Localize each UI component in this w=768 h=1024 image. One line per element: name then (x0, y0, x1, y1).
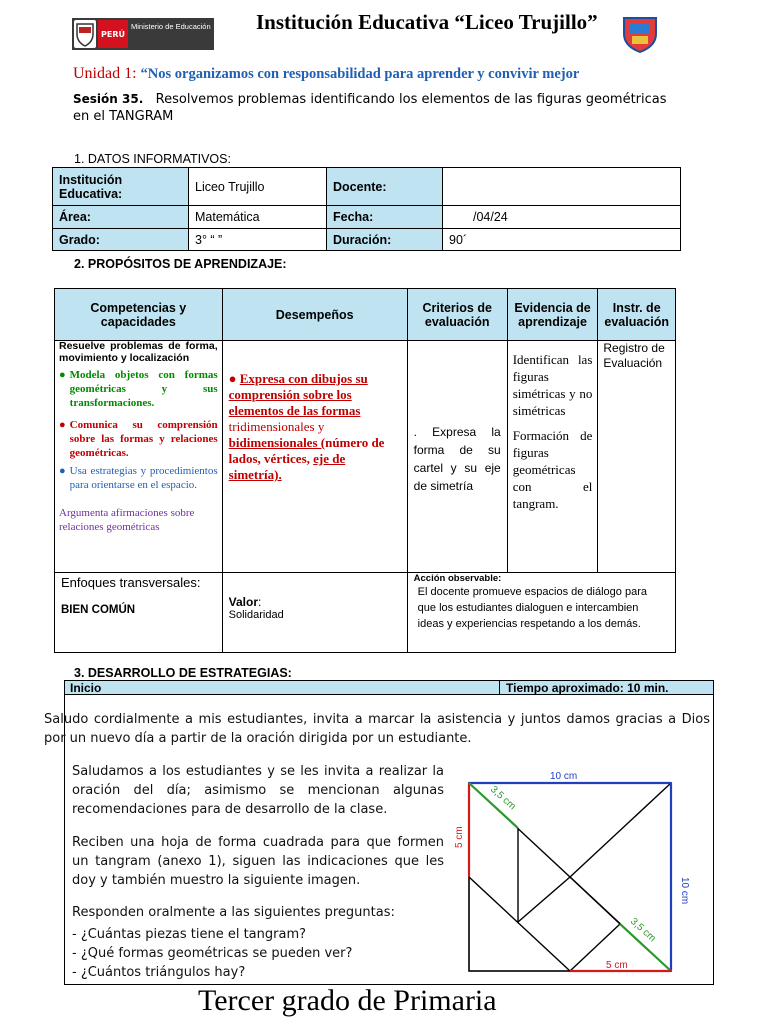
evidencia-2: Formación de figuras geométricas con el tangram. (512, 428, 593, 511)
info-label-grado: Grado: (53, 229, 189, 251)
desempeno-text: ● Expresa con dibujos su comprensión sobre los elementos de las formas tridimensionales y bidimensionales (número de lados, vértices, eje de simetría). (228, 371, 385, 482)
tangram-line-a (570, 783, 671, 877)
info-value-grado: 3° “ ” (189, 229, 327, 251)
instrumento-cell (598, 341, 676, 573)
valor-label: Valor (228, 595, 259, 609)
accion-label: Acción observable: (413, 573, 502, 584)
header-criterios: Criterios de evaluación (407, 289, 507, 341)
valor-text: Solidaridad (228, 609, 284, 621)
criterio-cell (407, 341, 507, 573)
info-label-institucion: Institución Educativa: (53, 168, 189, 206)
tangram-label-bottom: 5 cm (606, 960, 628, 971)
accion-text: El docente promueve espacios de diálogo para que los estudiantes dialoguen e intercambien ideas y experiencias respetando a los demás. (417, 586, 647, 630)
inicio-header (64, 680, 714, 695)
info-value-duracion: 90´ (443, 229, 681, 251)
evidencia-cell (507, 341, 598, 573)
tangram-line-d (570, 877, 620, 924)
inicio-label: Inicio (70, 681, 102, 695)
intro-paragraph: Saludo cordialmente a mis estudiantes, invita a marcar la asistencia y juntos damos gracias a Dios por un nuevo día a partir de la oración dirigida por un estudiante. (44, 712, 710, 746)
tangram-label-top: 10 cm (550, 771, 578, 782)
capacidad-1: ● Modela objetos con formas geométricas y sus transformaciones. (59, 369, 218, 409)
valor-cell: Valor: Solidaridad (222, 573, 407, 653)
unit-heading (73, 65, 579, 83)
evidencia-1: Identifican las figuras simétricas y no simétricas (512, 352, 593, 418)
capacidad-2: ● Comunica su comprensión sobre las formas y relaciones geométricas. (59, 419, 218, 459)
info-value-docente (443, 168, 681, 206)
school-crest-icon (622, 14, 658, 54)
paragraph-4: Responden oralmente a las siguientes preguntas: (72, 905, 395, 920)
section2-title: 2. PROPÓSITOS DE APRENDIZAJE: (74, 257, 287, 271)
info-table (52, 167, 681, 251)
footer-grade: Tercer grado de Primaria (198, 984, 497, 1017)
info-value-institucion: Liceo Trujillo (189, 168, 327, 206)
tiempo-label: Tiempo aproximado: 10 min. (506, 681, 669, 695)
enfoques-cell (55, 573, 223, 653)
session-heading (73, 91, 673, 125)
question-list (72, 925, 444, 982)
info-label-fecha: Fecha: (327, 206, 443, 229)
tangram-label-diag-bottom: 3,5 cm (627, 916, 658, 945)
capacidad-4: Argumenta afirmaciones sobre relaciones geométricas (59, 507, 195, 533)
question-1: - ¿Cuántas piezas tiene el tangram? (72, 927, 307, 942)
competencias-cell (55, 341, 223, 573)
info-value-fecha: /04/24 (443, 206, 681, 229)
capacidad-3: ● Usa estrategias y procedimientos para orientarse en el espacio. (59, 465, 218, 491)
instrumento-text: Registro de Evaluación (603, 341, 665, 370)
session-label: Sesión 35. (73, 92, 144, 106)
question-3: - ¿Cuántos triángulos hay? (72, 965, 246, 980)
header-instrumento: Instr. de evaluación (598, 289, 676, 341)
tangram-line-f (518, 877, 570, 922)
tangram-label-diag-top: 3,5 cm (487, 784, 518, 813)
question-2: - ¿Qué formas geométricas se pueden ver? (72, 946, 353, 961)
tangram-label-right: 10 cm (679, 877, 690, 905)
unit-title: “Nos organizamos con responsabilidad para aprender y convivir mejor (140, 66, 580, 82)
tangram-line-b (469, 877, 570, 971)
session-text: Resolvemos problemas identificando los elementos de las figuras geométricas en el TANGRAM (73, 92, 667, 124)
section1-title: 1. DATOS INFORMATIVOS: (74, 152, 231, 166)
criterio-text: . Expresa la forma de su cartel y su eje de simetría (413, 425, 501, 493)
tangram-label-left: 5 cm (454, 826, 465, 848)
info-label-duracion: Duración: (327, 229, 443, 251)
paragraph-3: Reciben una hoja de forma cuadrada para que formen un tangram (anexo 1), siguen las indicaciones que les doy y también muestro la siguiente imagen. (72, 835, 444, 888)
paragraph-2: Saludamos a los estudiantes y se les invita a realizar la oración del día; asimismo se mencionan algunas recomendaciones para de desarrollo de la clase. (72, 764, 444, 817)
competencia-text: Resuelve problemas de forma, movimiento y localización (59, 340, 218, 364)
purposes-table (54, 288, 676, 653)
header-desempenos: Desempeños (222, 289, 407, 341)
info-value-area: Matemática (189, 206, 327, 229)
info-label-docente: Docente: (327, 168, 443, 206)
page-title: Institución Educativa “Liceo Trujillo” (256, 10, 598, 34)
header-evidencia: Evidencia de aprendizaje (507, 289, 598, 341)
info-label-area: Área: (53, 206, 189, 229)
coat-of-arms-icon (74, 20, 96, 48)
accion-cell (407, 573, 675, 653)
logo-ministry: Ministerio de Educación (131, 22, 211, 31)
unit-label: Unidad 1: (73, 65, 137, 82)
section3-title: 3. DESARROLLO DE ESTRATEGIAS: (74, 666, 292, 680)
logo-country: PERÚ (98, 20, 128, 48)
tangram-figure (450, 762, 700, 990)
enfoque-text: BIEN COMÚN (61, 604, 136, 616)
enfoques-label: Enfoques transversales: (61, 575, 201, 590)
header-competencias: Competencias y capacidades (55, 289, 223, 341)
desempeno-cell (222, 341, 407, 573)
